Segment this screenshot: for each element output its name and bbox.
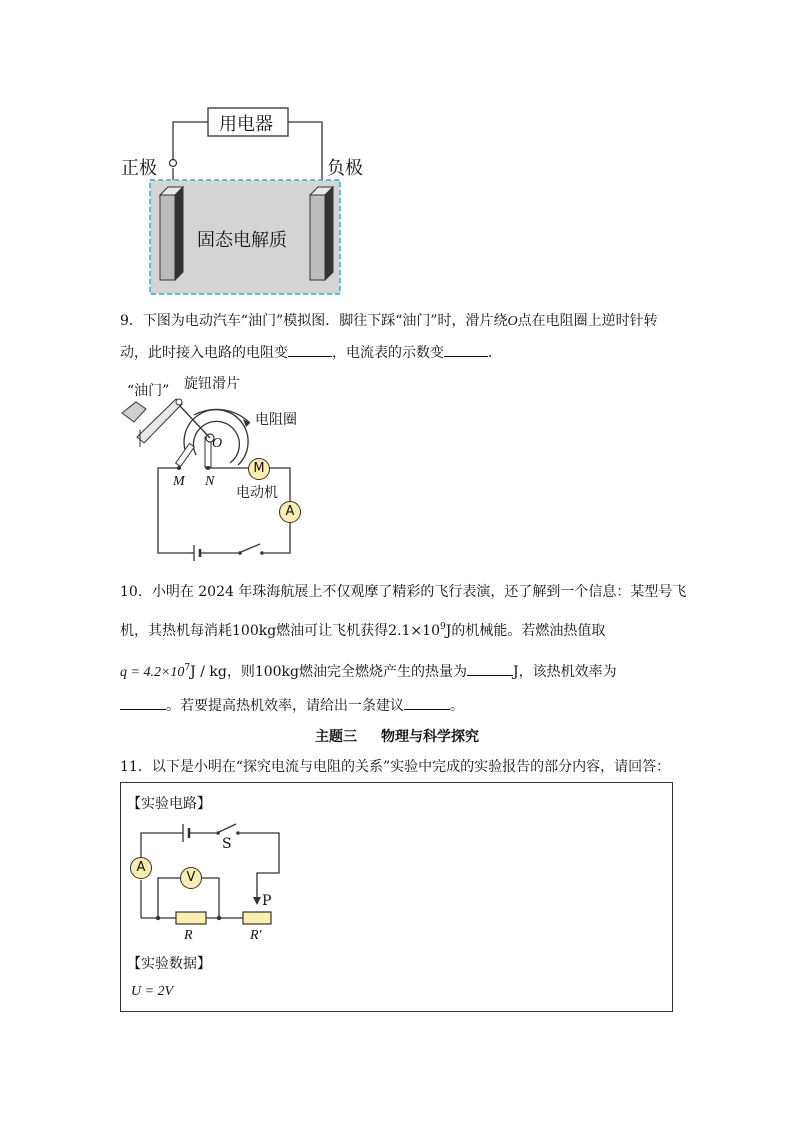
q10-suggestion-blank[interactable] — [404, 695, 450, 710]
terminal-n-label: N — [205, 474, 215, 489]
q10-line3: $q = 4.2\times 10^7J$ / kg，则100kg燃油完全燃烧产生的热量为 J，该热机效率为 — [120, 663, 617, 680]
q10-line2: 机，其热机每消耗100kg燃油可让飞机获得$2.1\times 10^9J$的机械能。若燃油热值取 — [120, 622, 606, 639]
q9-line1: 9．下图为电动汽车“油门”模拟图．脚往下踩“油门”时，滑片绕O点在电阻圈上逆时针转 — [120, 313, 658, 329]
voltmeter-icon: V — [180, 867, 202, 889]
ammeter-icon: A — [130, 857, 152, 879]
q10-line1: 10．小明在 2024 年珠海航展上不仅观摩了精彩的飞行表演，还了解到一个信息：某型号飞 — [120, 584, 687, 600]
positive-terminal-label: 正极 — [121, 158, 157, 179]
q10-line4: 。若要提高热机效率，请给出一条建议 。 — [120, 695, 464, 716]
motor-icon: M — [248, 458, 270, 480]
data-heading: 【实验数据】 — [127, 956, 211, 972]
rheostat-label: R′ — [250, 928, 262, 943]
slider-p-label: P — [262, 893, 272, 909]
pivot-o-label: O — [212, 436, 223, 451]
q9-line2: 动，此时接入电路的电阻变 ，电流表的示数变 ． — [120, 342, 502, 363]
throttle-label: “油门” — [127, 383, 170, 399]
q10-efficiency-blank[interactable] — [120, 695, 166, 710]
circuit-heading: 【实验电路】 — [127, 796, 211, 812]
ammeter-icon: A — [279, 501, 301, 523]
section-title: 主题三 物理与科学探究 — [315, 729, 479, 745]
negative-terminal-label: 负极 — [327, 158, 363, 179]
terminal-m-label: M — [173, 474, 185, 489]
q10-heat-blank[interactable] — [467, 661, 513, 676]
resistor-r-label: R — [184, 928, 193, 943]
device-label: 用电器 — [219, 114, 273, 135]
q11-line1: 11．以下是小明在“探究电流与电阻的关系”实验中完成的实验报告的部分内容，请回答： — [120, 759, 671, 775]
q9-answer-blank-2[interactable] — [444, 342, 488, 357]
voltage-value: U = 2V — [131, 984, 174, 999]
throttle-circuit-figure — [110, 375, 320, 565]
motor-label: 电动机 — [236, 485, 278, 501]
electrolyte-label: 固态电解质 — [197, 230, 287, 251]
switch-label: S — [222, 836, 232, 852]
experiment-report-box — [120, 782, 673, 1012]
experiment-circuit-figure — [121, 818, 321, 948]
coil-label: 电阻圈 — [255, 412, 297, 428]
slider-label: 旋钮滑片 — [184, 376, 240, 392]
q9-answer-blank-1[interactable] — [288, 342, 332, 357]
